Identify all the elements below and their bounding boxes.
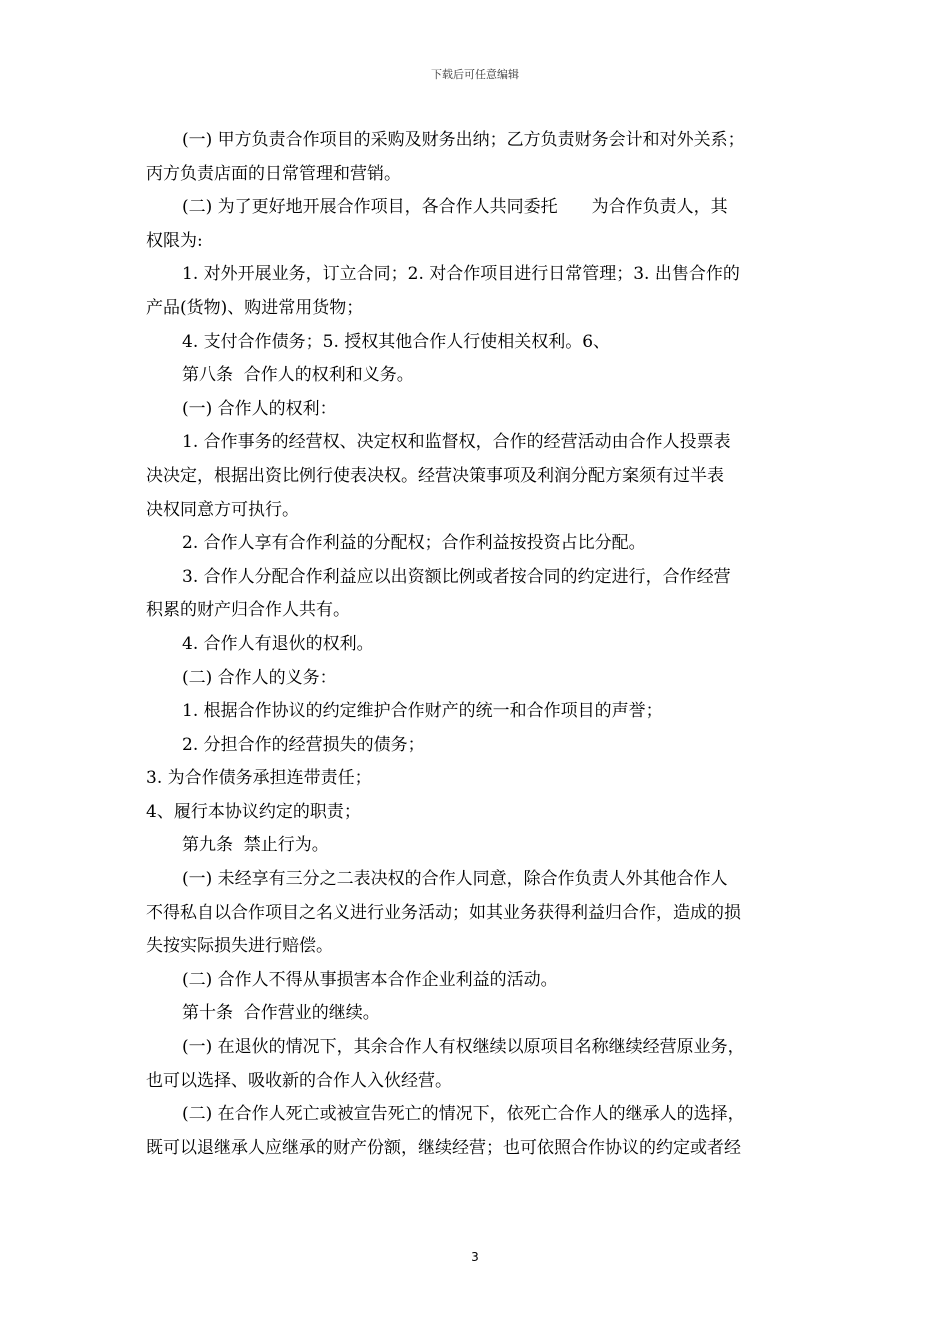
text-line: 2. 分担合作的经营损失的债务； bbox=[182, 734, 425, 755]
document-body bbox=[146, 124, 814, 1165]
text-line: 第九条 禁止行为。 bbox=[182, 835, 329, 856]
text-line: 1. 对外开展业务，订立合同；2. 对合作项目进行日常管理；3. 出售合作的 bbox=[182, 264, 740, 285]
text-line: (二) 为了更好地开展合作项目，各合作人共同委托 为合作负责人，其 bbox=[182, 197, 728, 218]
page-number: 3 bbox=[471, 1250, 479, 1264]
text-line: 3. 合作人分配合作利益应以出资额比例或者按合同的约定进行，合作经营 bbox=[182, 566, 731, 587]
text-line: 第八条 合作人的权利和义务。 bbox=[182, 365, 414, 386]
text-line: (一) 在退伙的情况下，其余合作人有权继续以原项目名称继续经营原业务， bbox=[182, 1037, 745, 1058]
text-line: (二) 合作人的义务： bbox=[182, 667, 337, 688]
text-line: 4、履行本协议约定的职责； bbox=[146, 801, 361, 822]
text-line: (二) 合作人不得从事损害本合作企业利益的活动。 bbox=[182, 969, 558, 990]
text-line: 4. 支付合作债务；5. 授权其他合作人行使相关权利。6、 bbox=[182, 331, 611, 352]
text-line: 既可以退继承人应继承的财产份额，继续经营；也可依照合作协议的约定或者经 bbox=[146, 1137, 741, 1158]
text-line: 决权同意方可执行。 bbox=[146, 499, 299, 520]
text-line: 1. 根据合作协议的约定维护合作财产的统一和合作项目的声誉； bbox=[182, 701, 663, 722]
text-line: 4. 合作人有退伙的权利。 bbox=[182, 633, 374, 654]
text-line: (一) 未经享有三分之二表决权的合作人同意，除合作负责人外其他合作人 bbox=[182, 869, 728, 890]
page-header: 下载后可任意编辑 bbox=[431, 68, 519, 81]
text-line: 2. 合作人享有合作利益的分配权；合作利益按投资占比分配。 bbox=[182, 533, 646, 554]
text-line: 失按实际损失进行赔偿。 bbox=[146, 936, 333, 957]
text-line: (一) 合作人的权利： bbox=[182, 398, 337, 419]
text-line: 积累的财产归合作人共有。 bbox=[146, 600, 350, 621]
text-line: 1. 合作事务的经营权、决定权和监督权，合作的经营活动由合作人投票表 bbox=[182, 432, 731, 453]
text-line: 产品(货物)、购进常用货物； bbox=[146, 297, 364, 318]
text-line: 权限为: bbox=[146, 230, 203, 251]
text-line: 决决定，根据出资比例行使表决权。经营决策事项及利润分配方案须有过半表 bbox=[146, 465, 724, 486]
text-line: 不得私自以合作项目之名义进行业务活动；如其业务获得利益归合作，造成的损 bbox=[146, 902, 741, 923]
text-line: 也可以选择、吸收新的合作人入伙经营。 bbox=[146, 1070, 452, 1091]
text-line: (二) 在合作人死亡或被宣告死亡的情况下，依死亡合作人的继承人的选择， bbox=[182, 1104, 745, 1125]
text-line: 第十条 合作营业的继续。 bbox=[182, 1003, 380, 1024]
text-line: 3. 为合作债务承担连带责任； bbox=[146, 768, 372, 789]
text-line: 丙方负责店面的日常管理和营销。 bbox=[146, 163, 401, 184]
text-line: (一) 甲方负责合作项目的采购及财务出纳；乙方负责财务会计和对外关系； bbox=[182, 130, 745, 150]
